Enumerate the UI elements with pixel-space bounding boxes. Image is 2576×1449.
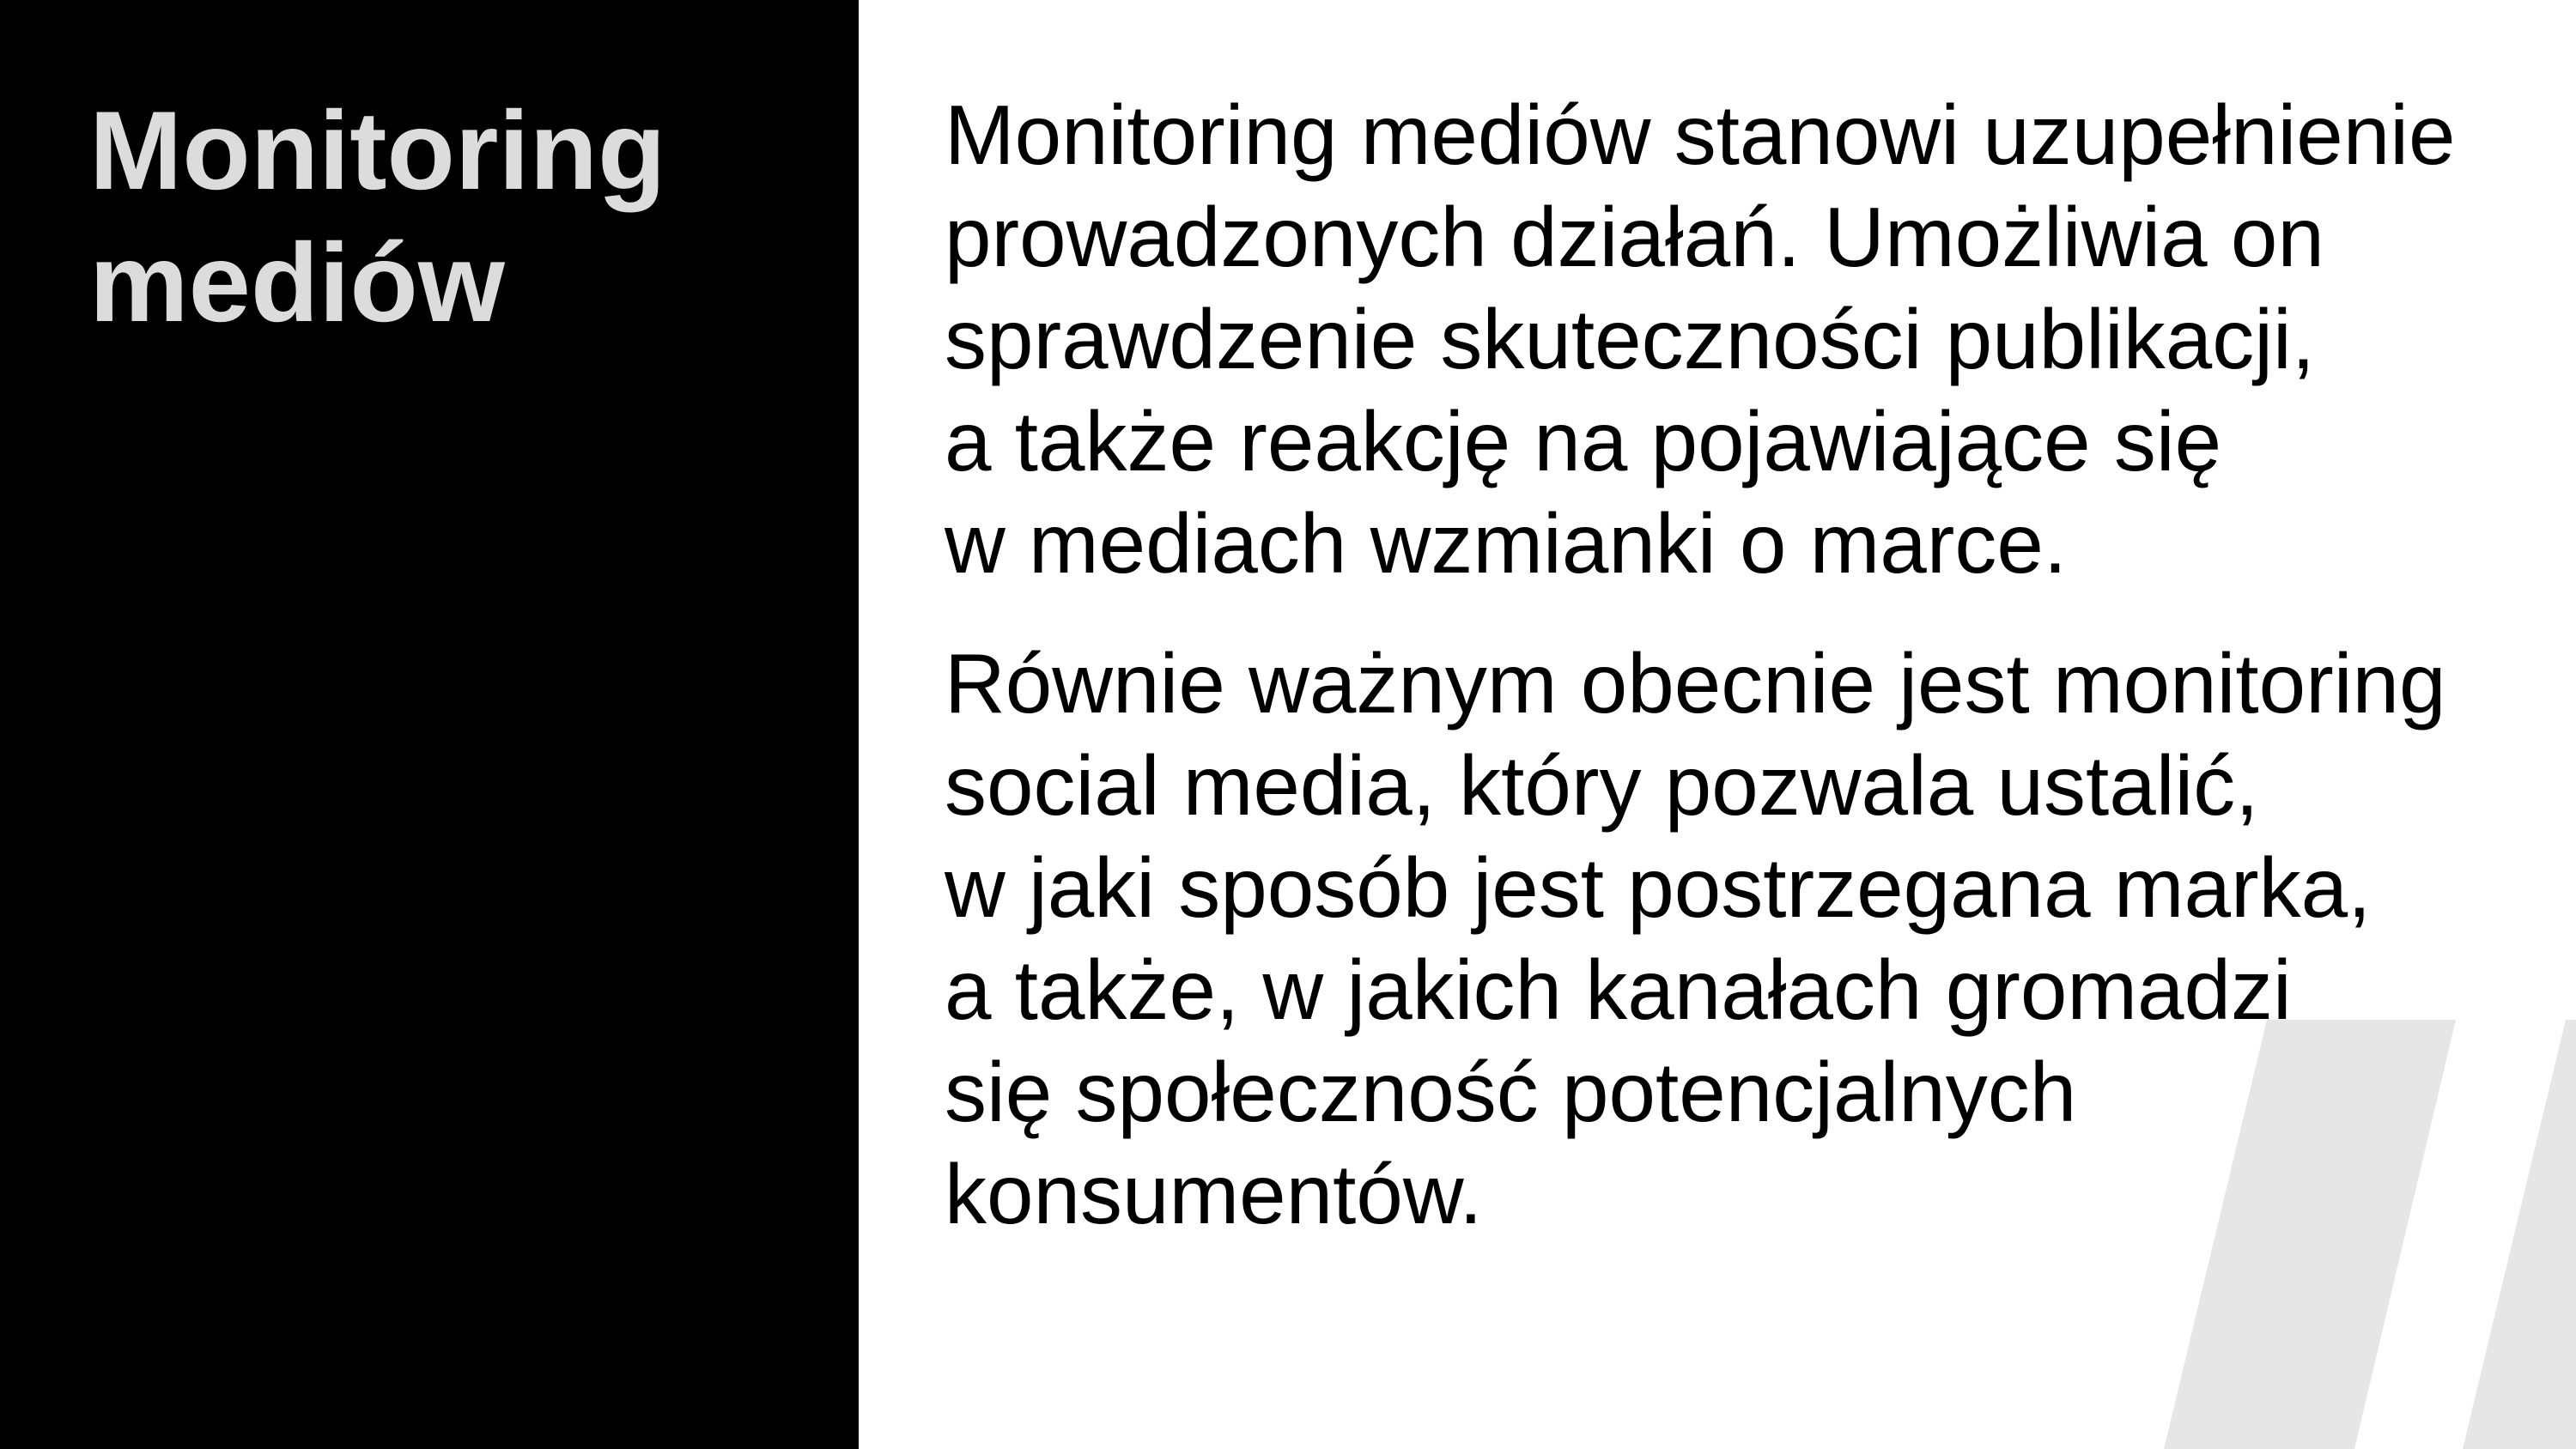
- paragraph-2-line-4: a także, w jakich kanałach gromadzi: [945, 943, 2292, 1037]
- paragraph-media-monitoring: [945, 84, 2542, 595]
- paragraph-1-line-3: sprawdzenie skuteczności publikacji,: [945, 292, 2315, 386]
- paragraph-1-line-5: w mediach wzmianki o marce.: [945, 496, 2068, 591]
- paragraph-1-line-4: a także reakcję na pojawiające się: [945, 394, 2222, 488]
- paragraph-2-line-5: się społeczność potencjalnych: [945, 1045, 2077, 1139]
- body-text: [945, 84, 2542, 1246]
- paragraph-2-line-1: Równie ważnym obecnie jest monitoring: [945, 636, 2446, 731]
- paragraph-1-line-1: Monitoring mediów stanowi uzupełnienie: [945, 88, 2456, 182]
- paragraph-2-line-3: w jaki sposób jest postrzegana marka,: [945, 840, 2372, 935]
- slide-title-line-2: mediów: [89, 220, 505, 345]
- paragraph-2-line-6: konsumentów.: [945, 1147, 1483, 1241]
- paragraph-social-media-monitoring: [945, 633, 2542, 1246]
- paragraph-1-line-2: prowadzonych działań. Umożliwia on: [945, 190, 2324, 284]
- paragraph-2-line-2: social media, który pozwala ustalić,: [945, 738, 2259, 833]
- slide-title-line-1: Monitoring: [89, 88, 666, 213]
